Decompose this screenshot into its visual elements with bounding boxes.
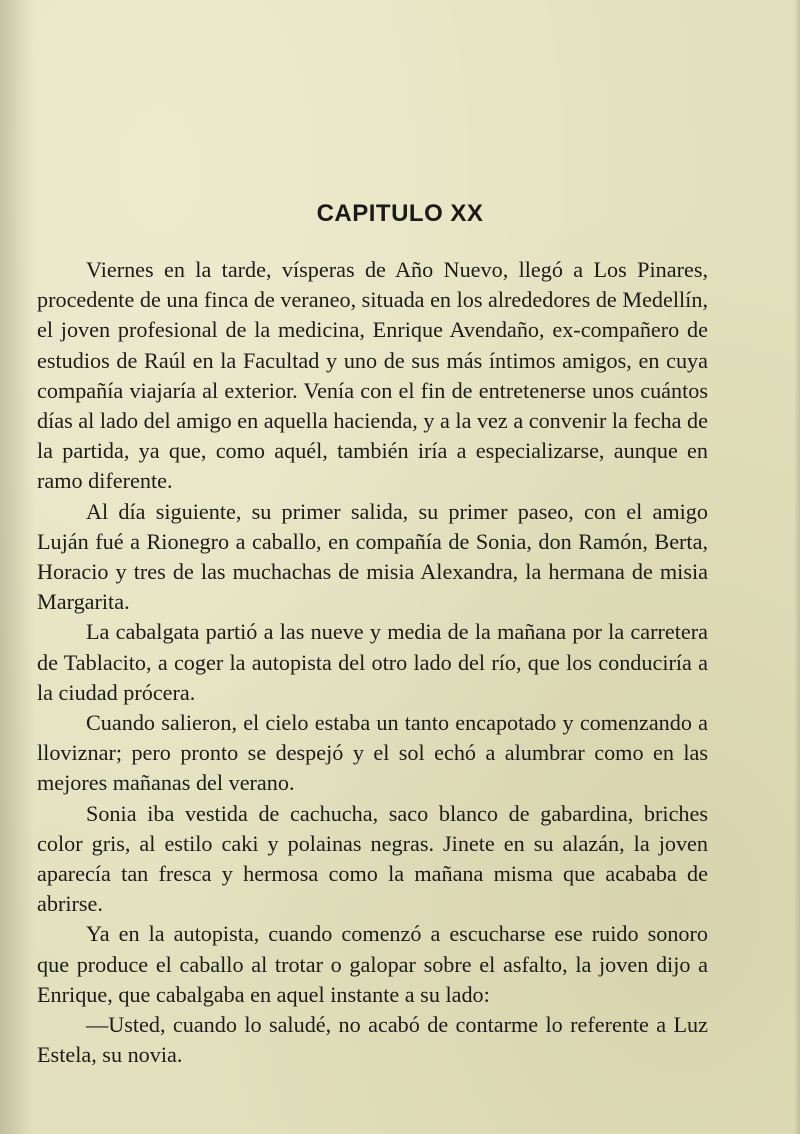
paragraph: Cuando salieron, el cielo estaba un tanto encapotado y comenzando a lloviznar; pero pronto se despejó y el sol echó a alumbrar como en las mejores mañanas del verano. xyxy=(37,710,708,796)
page-edge-shadow xyxy=(794,0,800,1134)
paragraph: La cabalgata partió a las nueve y media de la mañana por la carretera de Tablacito, a coger la autopista del otro lado del río, que los conduciría a la ciudad prócera. xyxy=(37,619,708,705)
chapter-title: CAPITULO XX xyxy=(316,200,484,227)
paragraph: Sonia iba vestida de cachucha, saco blanco de gabardina, briches color gris, al estilo caki y polainas negras. Jinete en su alazán, la joven aparecía tan fresca y hermosa como la mañana misma que acababa de abrirse. xyxy=(37,800,708,917)
paragraph: Al día siguiente, su primer salida, su primer paseo, con el amigo Luján fué a Rionegro a caballo, en compañía de Sonia, don Ramón, Berta, Horacio y tres de las muchachas de misia Alexandra, la hermana de misia Margarita. xyxy=(37,498,708,615)
paragraph: Ya en la autopista, cuando comenzó a escucharse ese ruido sonoro que produce el caballo al trotar o galopar sobre el asfalto, la joven dijo a Enrique, que cabalgaba en aquel instante a su lado: xyxy=(37,921,708,1007)
page-spine-shadow xyxy=(0,0,34,1134)
chapter-body xyxy=(37,255,708,1070)
paragraph: —Usted, cuando lo saludé, no acabó de contarme lo referente a Luz Estela, su novia. xyxy=(37,1012,708,1068)
paragraph: Viernes en la tarde, vísperas de Año Nuevo, llegó a Los Pinares, procedente de una finca de veraneo, situada en los alrededores de Medellín, el joven profesional de la medicina, Enrique Avendaño, ex-compañero de estudios de Raúl en la Facultad y uno de sus más íntimos amigos, en cuya compañía viajaría al exterior. Venía con el fin de entretenerse unos cuántos días al lado del amigo en aquella hacienda, y a la vez a convenir la fecha de la partida, ya que, como aquél, también iría a especializarse, aunque en ramo diferente. xyxy=(37,257,708,494)
